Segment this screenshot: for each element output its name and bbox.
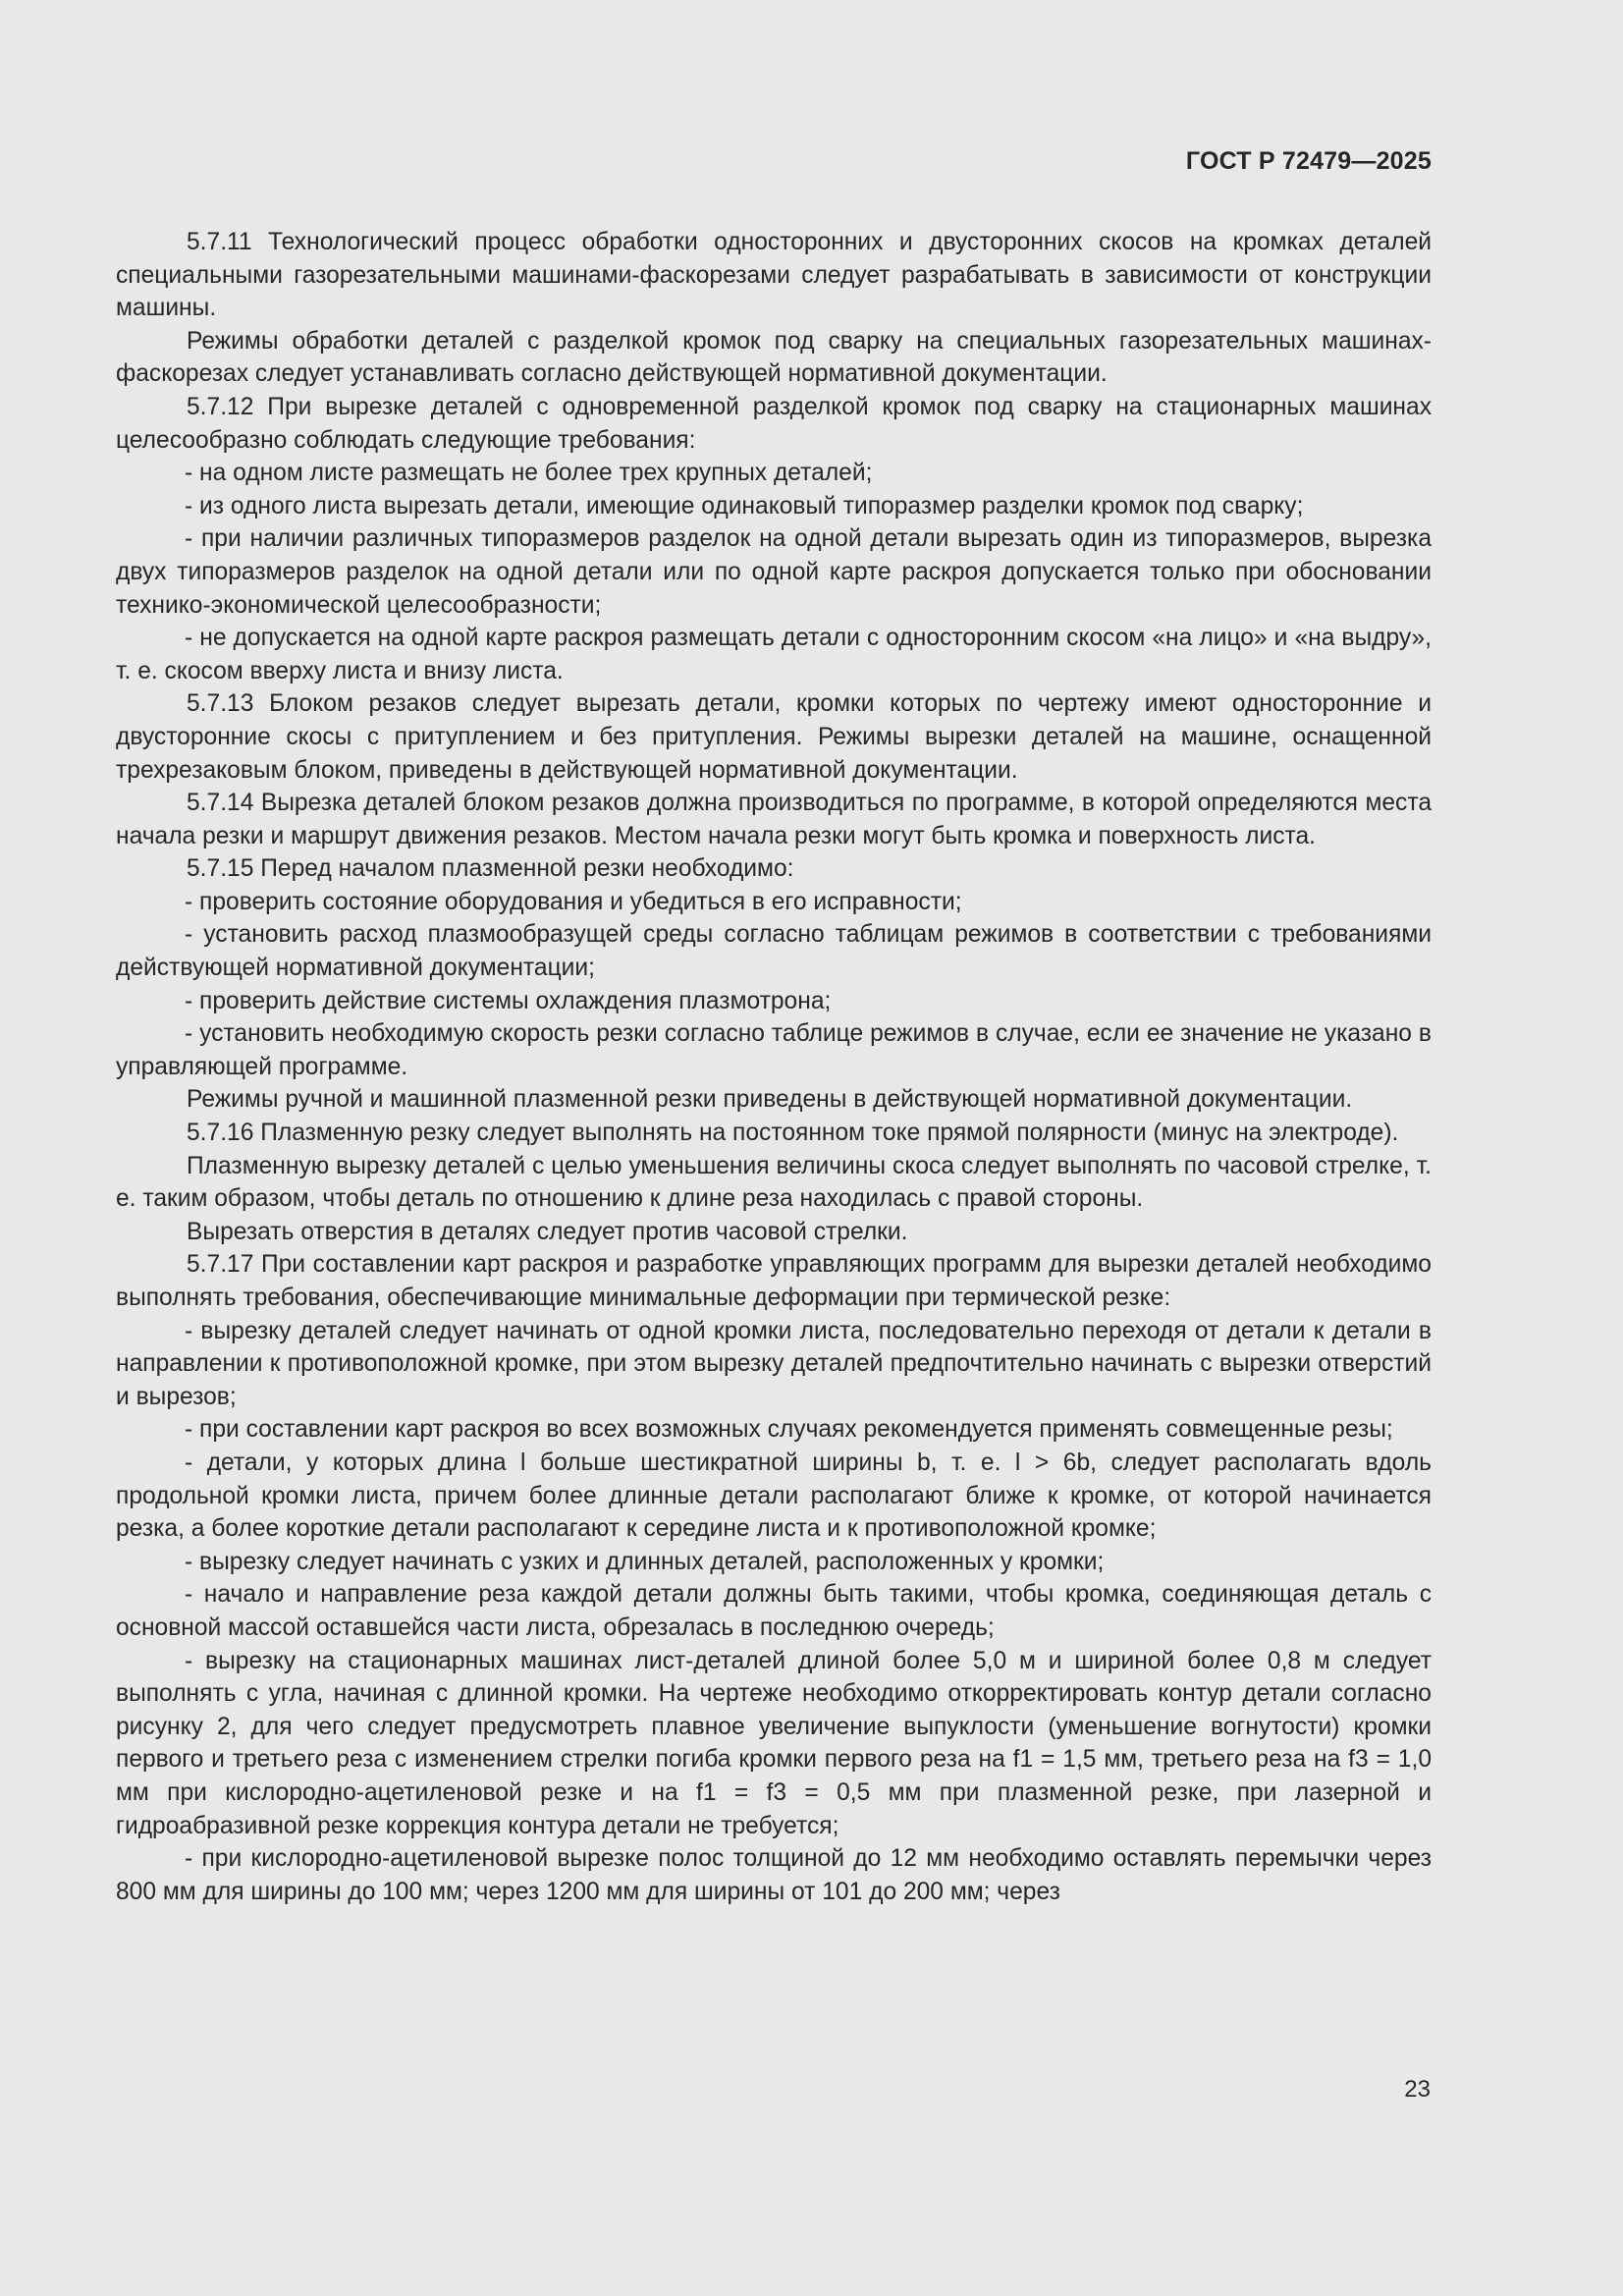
document-code: ГОСТ Р 72479—2025 [1185,147,1432,175]
paragraph: 5.7.11 Технологический процесс обработки односторонних и двусторонних скосов на кромках деталей специальными газорезательными машинами-фаскорезами следует разрабатывать в зависимости от конструкции машины. [116,229,1432,322]
list-item: - при кислородно-ацетиленовой вырезке полос толщиной до 12 мм необходимо оставлять перемычки через 800 мм для ширины до 100 мм; через 1200 мм для ширины от 101 до 200 мм; через [116,1845,1432,1905]
paragraph: 5.7.16 Плазменную резку следует выполнять на постоянном токе прямой полярности (минус на электроде). [187,1120,1399,1147]
list-item: - установить расход плазмообразущей среды согласно таблицам режимов в соответствии с требованиями действующей нормативной документации; [116,921,1432,982]
list-item: - вырезку деталей следует начинать от одной кромки листа, последовательно переходя от детали к детали в направлении к противоположной кромке, при этом вырезку деталей предпочтительно начинать с вырезки отверстий и вырезов; [116,1317,1432,1410]
paragraph: Режимы ручной и машинной плазменной резки приведены в действующей нормативной документации. [187,1086,1353,1114]
list-item: - не допускается на одной карте раскроя размещать детали с односторонним скосом «на лицо» и «на выдру», т. е. скосом вверху листа и внизу листа. [116,625,1432,684]
page-number: 23 [1404,2076,1431,2103]
list-item: - детали, у которых длина l больше шестикратной ширины b, т. е. l > 6b, следует располагать вдоль продольной кромки листа, причем более длинные детали располагают ближе к кромке, от которой начинается резка, а более короткие детали располагают к середине листа и к противоположной кромке; [116,1449,1432,1543]
list-item: - установить необходимую скорость резки согласно таблице режимов в случае, если ее значение не указано в управляющей программе. [116,1020,1432,1080]
list-item: - начало и направление реза каждой детали должны быть такими, чтобы кромка, соединяющая деталь с основной массой оставшейся части листа, обрезалась в последнюю очередь; [116,1581,1432,1641]
list-item: - проверить действие системы охлаждения плазмотрона; [185,987,832,1014]
paragraph: 5.7.14 Вырезка деталей блоком резаков должна производиться по программе, в которой определяются места начала резки и маршрут движения резаков. Местом начала резки могут быть кромка и поверхность листа. [116,790,1432,849]
list-item: - при составлении карт раскроя во всех возможных случаях рекомендуется применять совмещенные резы; [185,1416,1393,1444]
list-item: - проверить состояние оборудования и убедиться в его исправности; [185,888,962,915]
paragraph: Режимы обработки деталей с разделкой кромок под сварку на специальных газорезательных машинах-фаскорезах следует устанавливать согласно действующей нормативной документации. [116,327,1432,388]
list-item: - вырезку на стационарных машинах лист-деталей длиной более 5,0 м и шириной более 0,8 м следует выполнять с угла, начиная с длинной кромки. На чертеже необходимо откорректировать контур детали согласно рисунку 2, для чего следует предусмотреть плавное увеличение выпуклости (уменьшение вогнутости) кромки первого и третьего реза с изменением стрелки погиба кромки первого реза на f1 = 1,5 мм, третьего реза на f3 = 1,0 мм при кислородно-ацетиленовой резке и на f1 = f3 = 0,5 мм при плазменной резке, при лазерной и гидроабразивной резке коррекция контура детали не требуется; [116,1647,1432,1839]
list-item: - на одном листе размещать не более трех крупных деталей; [185,460,873,487]
list-item: - при наличии различных типоразмеров разделок на одной детали вырезать один из типоразмеров, вырезка двух типоразмеров разделок на одной детали или по одной карте раскроя допускается только при обосновании технико-экономической целесообразности; [116,525,1432,619]
document-body [116,226,1432,1908]
list-item: - вырезку следует начинать с узких и длинных деталей, расположенных у кромки; [185,1548,1105,1575]
paragraph: 5.7.17 При составлении карт раскроя и разработке управляющих программ для вырезки деталей необходимо выполнять требования, обеспечивающие минимальные деформации при термической резке: [116,1251,1432,1311]
paragraph: Плазменную вырезку деталей с целью уменьшения величины скоса следует выполнять по часовой стрелке, т. е. таким образом, чтобы деталь по отношению к длине реза находилась с правой стороны. [116,1152,1432,1213]
paragraph: 5.7.12 При вырезке деталей с одновременной разделкой кромок под сварку на стационарных машинах целесообразно соблюдать следующие требования: [116,393,1432,454]
list-item: - из одного листа вырезать детали, имеющие одинаковый типоразмер разделки кромок под сварку; [185,492,1304,519]
paragraph: 5.7.15 Перед началом плазменной резки необходимо: [187,855,794,883]
paragraph: 5.7.13 Блоком резаков следует вырезать детали, кромки которых по чертежу имеют односторонние и двусторонние скосы с притуплением и без притупления. Режимы вырезки деталей на машине, оснащенной трехрезаковым блоком, приведены в действующей нормативной документации. [116,690,1432,784]
paragraph: Вырезать отверстия в деталях следует против часовой стрелки. [187,1218,908,1245]
